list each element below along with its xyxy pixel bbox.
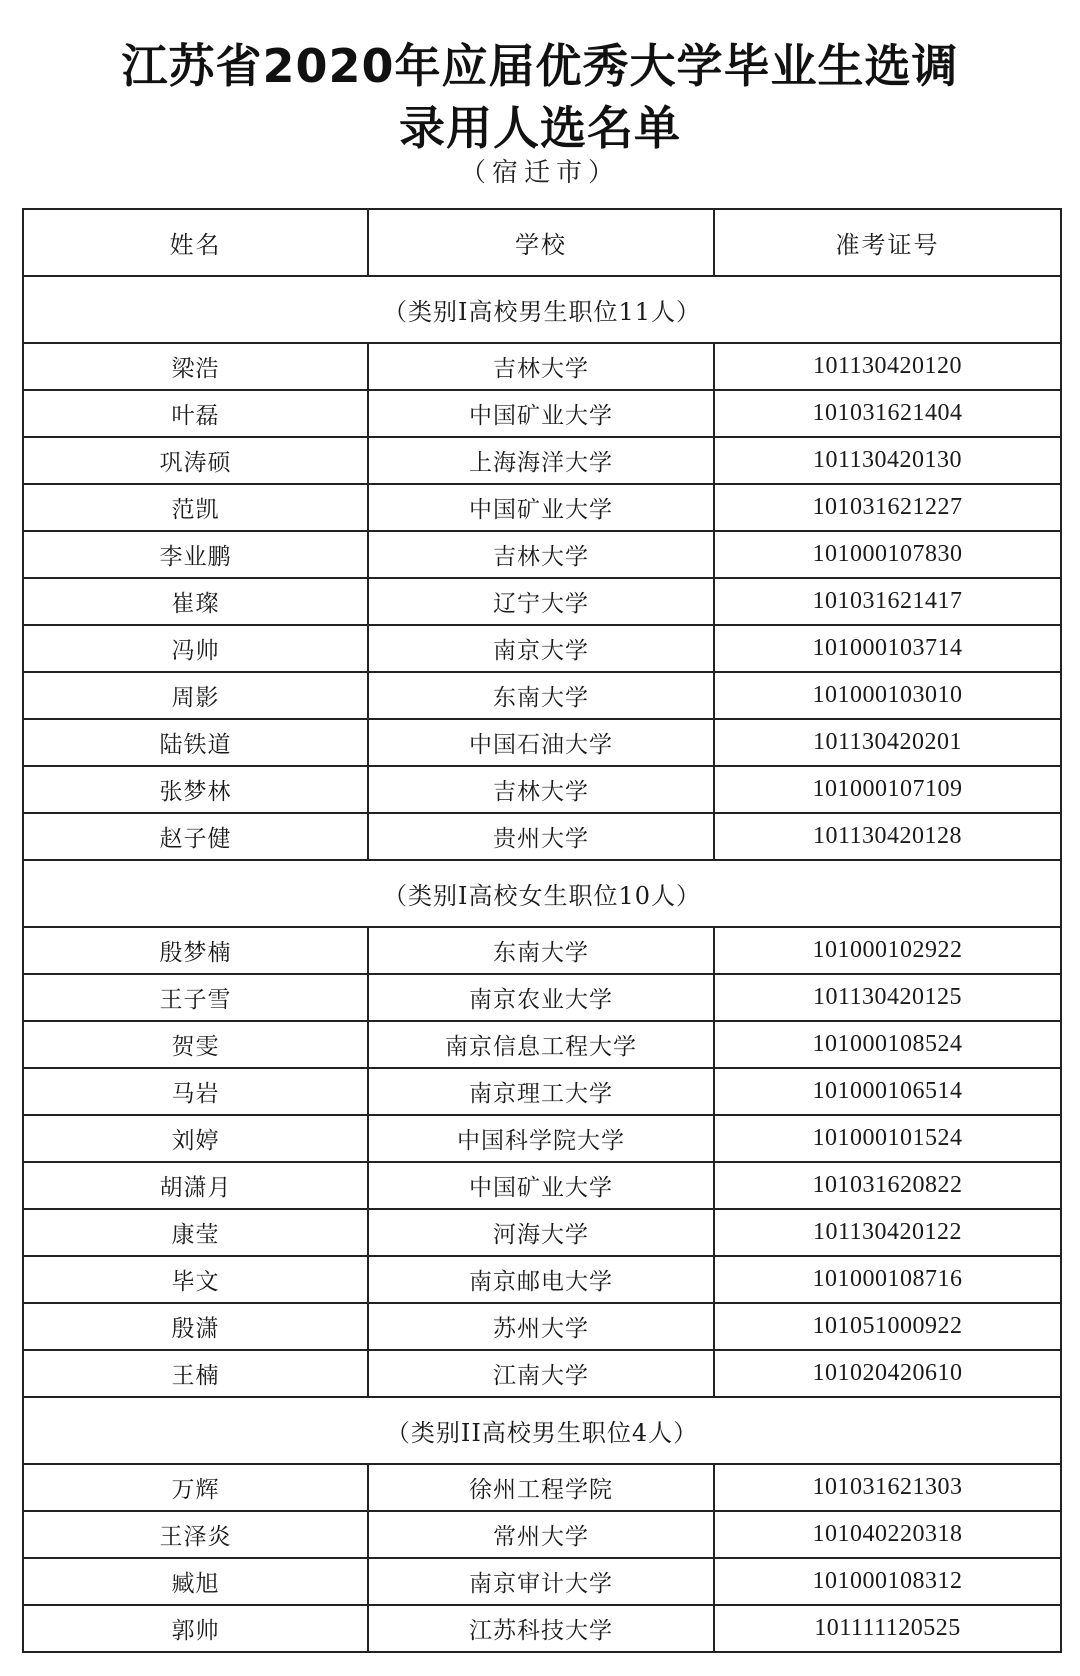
cell-name: 郭帅	[23, 1605, 368, 1652]
document-title-line-1: 江苏省2020年应届优秀大学毕业生选调	[121, 39, 959, 93]
table-row	[23, 974, 1061, 1021]
document-subtitle: （宿迁市）	[459, 158, 620, 188]
cell-name: 王子雪	[23, 974, 368, 1021]
table-row	[23, 343, 1061, 390]
cell-school: 中国矿业大学	[368, 390, 714, 437]
table-row	[23, 1605, 1061, 1652]
cell-school: 吉林大学	[368, 531, 714, 578]
cell-exam-number: 101000107830	[714, 531, 1061, 578]
cell-school: 南京大学	[368, 625, 714, 672]
cell-school: 中国科学院大学	[368, 1115, 714, 1162]
cell-name: 殷梦楠	[23, 927, 368, 974]
table-row	[23, 531, 1061, 578]
cell-name: 万辉	[23, 1464, 368, 1511]
cell-exam-number: 101000102922	[714, 927, 1061, 974]
cell-school: 南京农业大学	[368, 974, 714, 1021]
section-label: （类别II高校男生职位4人）	[23, 1397, 1061, 1464]
cell-school: 中国矿业大学	[368, 1162, 714, 1209]
cell-school: 南京邮电大学	[368, 1256, 714, 1303]
cell-school: 苏州大学	[368, 1303, 714, 1350]
table-row	[23, 927, 1061, 974]
cell-exam-number: 101031621303	[714, 1464, 1061, 1511]
cell-exam-number: 101000108524	[714, 1021, 1061, 1068]
cell-school: 中国矿业大学	[368, 484, 714, 531]
document-title-line-2: 录用人选名单	[399, 101, 681, 155]
table-row	[23, 1558, 1061, 1605]
cell-exam-number: 101000103714	[714, 625, 1061, 672]
cell-exam-number: 101031621227	[714, 484, 1061, 531]
table-row	[23, 484, 1061, 531]
table-row	[23, 1162, 1061, 1209]
cell-name: 贺雯	[23, 1021, 368, 1068]
cell-exam-number: 101000107109	[714, 766, 1061, 813]
cell-school: 吉林大学	[368, 766, 714, 813]
cell-exam-number: 101111120525	[714, 1605, 1061, 1652]
table-row	[23, 390, 1061, 437]
cell-name: 陆铁道	[23, 719, 368, 766]
cell-name: 巩涛硕	[23, 437, 368, 484]
cell-name: 殷潇	[23, 1303, 368, 1350]
cell-name: 周影	[23, 672, 368, 719]
cell-name: 崔璨	[23, 578, 368, 625]
cell-name: 康莹	[23, 1209, 368, 1256]
cell-school: 东南大学	[368, 672, 714, 719]
cell-school: 辽宁大学	[368, 578, 714, 625]
cell-exam-number: 101040220318	[714, 1511, 1061, 1558]
cell-exam-number: 101051000922	[714, 1303, 1061, 1350]
cell-exam-number: 101130420122	[714, 1209, 1061, 1256]
cell-name: 刘婷	[23, 1115, 368, 1162]
cell-exam-number: 101000103010	[714, 672, 1061, 719]
table-row	[23, 1464, 1061, 1511]
cell-name: 王泽炎	[23, 1511, 368, 1558]
section-header-row	[23, 860, 1061, 927]
cell-exam-number: 101031621404	[714, 390, 1061, 437]
column-header-school: 学校	[368, 209, 714, 276]
candidate-table	[22, 208, 1062, 1653]
table-row	[23, 1303, 1061, 1350]
cell-exam-number: 101031621417	[714, 578, 1061, 625]
cell-name: 臧旭	[23, 1558, 368, 1605]
cell-school: 南京审计大学	[368, 1558, 714, 1605]
table-row	[23, 625, 1061, 672]
cell-name: 冯帅	[23, 625, 368, 672]
table-row	[23, 1511, 1061, 1558]
cell-name: 梁浩	[23, 343, 368, 390]
cell-exam-number: 101130420120	[714, 343, 1061, 390]
cell-exam-number: 101000106514	[714, 1068, 1061, 1115]
cell-school: 江南大学	[368, 1350, 714, 1397]
cell-school: 徐州工程学院	[368, 1464, 714, 1511]
table-row	[23, 1021, 1061, 1068]
cell-school: 江苏科技大学	[368, 1605, 714, 1652]
cell-name: 王楠	[23, 1350, 368, 1397]
section-header-row	[23, 1397, 1061, 1464]
cell-school: 河海大学	[368, 1209, 714, 1256]
cell-school: 贵州大学	[368, 813, 714, 860]
cell-name: 胡潇月	[23, 1162, 368, 1209]
table-row	[23, 1350, 1061, 1397]
cell-school: 南京理工大学	[368, 1068, 714, 1115]
section-label: （类别I高校女生职位10人）	[23, 860, 1061, 927]
cell-name: 李业鹏	[23, 531, 368, 578]
cell-exam-number: 101000108716	[714, 1256, 1061, 1303]
cell-name: 范凯	[23, 484, 368, 531]
cell-exam-number: 101130420125	[714, 974, 1061, 1021]
section-label: （类别I高校男生职位11人）	[23, 276, 1061, 343]
section-header-row	[23, 276, 1061, 343]
cell-exam-number: 101020420610	[714, 1350, 1061, 1397]
table-row	[23, 578, 1061, 625]
cell-school: 中国石油大学	[368, 719, 714, 766]
table-row	[23, 672, 1061, 719]
cell-name: 马岩	[23, 1068, 368, 1115]
cell-exam-number: 101000101524	[714, 1115, 1061, 1162]
cell-name: 叶磊	[23, 390, 368, 437]
table-header-row	[23, 209, 1061, 276]
table-row	[23, 813, 1061, 860]
table-row	[23, 1256, 1061, 1303]
cell-exam-number: 101031620822	[714, 1162, 1061, 1209]
cell-name: 张梦林	[23, 766, 368, 813]
table-row	[23, 1115, 1061, 1162]
cell-school: 南京信息工程大学	[368, 1021, 714, 1068]
cell-exam-number: 101000108312	[714, 1558, 1061, 1605]
table-row	[23, 437, 1061, 484]
cell-exam-number: 101130420201	[714, 719, 1061, 766]
column-header-name: 姓名	[23, 209, 368, 276]
cell-name: 毕文	[23, 1256, 368, 1303]
column-header-exam-number: 准考证号	[714, 209, 1061, 276]
table-row	[23, 1068, 1061, 1115]
cell-name: 赵子健	[23, 813, 368, 860]
cell-school: 东南大学	[368, 927, 714, 974]
cell-school: 吉林大学	[368, 343, 714, 390]
cell-school: 上海海洋大学	[368, 437, 714, 484]
table-row	[23, 719, 1061, 766]
table-row	[23, 1209, 1061, 1256]
cell-exam-number: 101130420130	[714, 437, 1061, 484]
cell-school: 常州大学	[368, 1511, 714, 1558]
table-row	[23, 766, 1061, 813]
cell-exam-number: 101130420128	[714, 813, 1061, 860]
